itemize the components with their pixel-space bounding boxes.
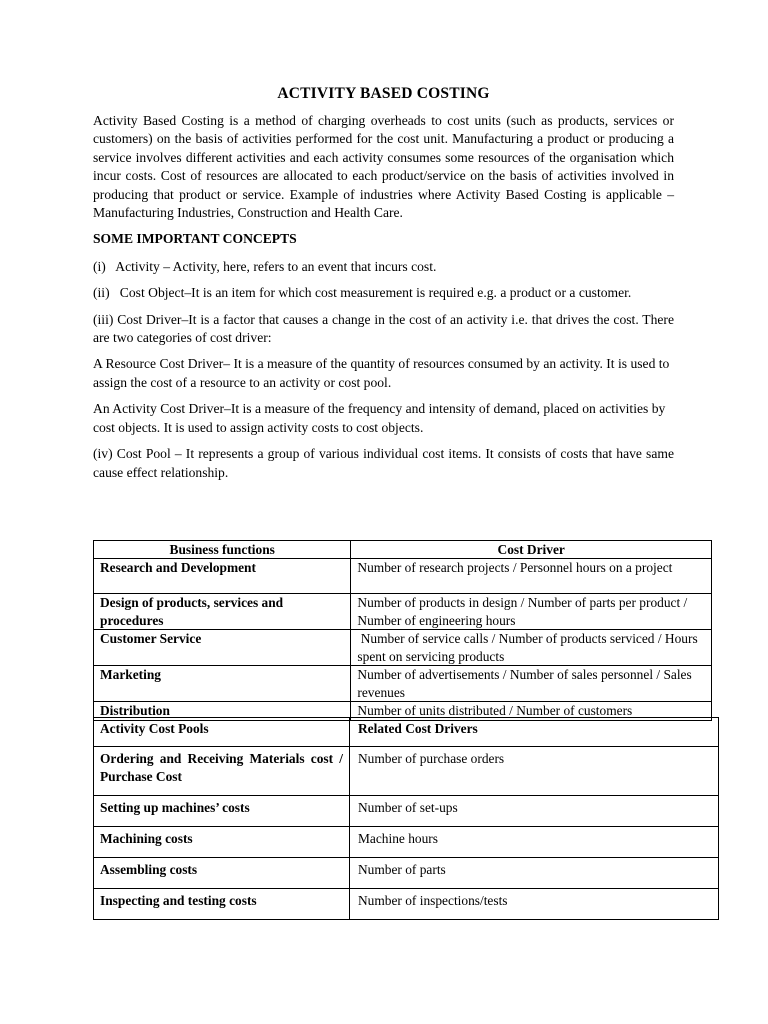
table-row [94, 889, 719, 920]
table-cell: Number of units distributed / Number of customers [351, 702, 712, 721]
concept-cost-pool: (iv) Cost Pool – It represents a group of various individual cost items. It consists of costs that have same cause effect relationship. [93, 446, 674, 480]
table-row [94, 747, 719, 796]
table-cell: Ordering and Receiving Materials cost / Purchase Cost [94, 747, 350, 796]
table-row [94, 630, 712, 666]
concept-cost-driver: (iii) Cost Driver–It is a factor that causes a change in the cost of an activity i.e. that drives the cost. There are two categories of cost driver: [93, 311, 674, 346]
table-cell: Assembling costs [94, 858, 350, 889]
table-row [94, 666, 712, 702]
table-row [94, 827, 719, 858]
concept-cost-object: (ii) Cost Object–It is an item for which cost measurement is required e.g. a product or a customer. [93, 285, 632, 301]
concept-activity: (i) Activity – Activity, here, refers to an event that incurs cost. [93, 258, 437, 274]
column-header: Cost Driver [351, 541, 712, 559]
table-cell: Machining costs [94, 827, 350, 858]
table-cell: Number of set-ups [350, 796, 719, 827]
table-cell: Design of products, services and procedures [94, 594, 351, 630]
column-header: Activity Cost Pools [94, 718, 350, 747]
table-cell: Research and Development [94, 559, 351, 594]
document-title: ACTIVITY BASED COSTING [277, 85, 490, 102]
table-cell: Inspecting and testing costs [94, 889, 350, 920]
table-row [94, 594, 712, 630]
column-header: Business functions [94, 541, 351, 559]
concept-activity-cost-driver: An Activity Cost Driver–It is a measure of the frequency and intensity of demand, placed on activities by cost objects. It is used to assign activity costs to cost objects. [93, 401, 666, 435]
intro-paragraph: Activity Based Costing is a method of charging overheads to cost units (such as products, services or customers) on the basis of activities performed for the cost unit. Manufacturing a product or producing a service involves different activities and each activity consumes some resources of the organisation which incur costs. Cost of resources are allocated to each product/service on the basis of activities involved in producing that product or service. Example of industries where Activity Based Costing is applicable – Manufacturing Industries, Construction and Health Care. [93, 113, 674, 221]
table-row [94, 796, 719, 827]
table-row [94, 858, 719, 889]
table-cell: Machine hours [350, 827, 719, 858]
table-header-row [94, 541, 712, 559]
table-cell: Number of service calls / Number of products serviced / Hours spent on servicing products [351, 630, 712, 666]
table-cell: Number of inspections/tests [350, 889, 719, 920]
table-row [94, 559, 712, 594]
column-header: Related Cost Drivers [350, 718, 719, 747]
table-cell: Number of products in design / Number of parts per product / Number of engineering hours [351, 594, 712, 630]
table-cell: Setting up machines’ costs [94, 796, 350, 827]
table-cell: Customer Service [94, 630, 351, 666]
table-header-row [94, 718, 719, 747]
document-body [93, 84, 674, 490]
table-cell: Number of research projects / Personnel hours on a project [351, 559, 712, 594]
business-functions-table [93, 540, 712, 721]
activity-cost-pools-table [93, 717, 719, 920]
table-cell: Number of parts [350, 858, 719, 889]
table-cell: Number of purchase orders [350, 747, 719, 796]
table-cell: Marketing [94, 666, 351, 702]
table-cell: Number of advertisements / Number of sales personnel / Sales revenues [351, 666, 712, 702]
concept-resource-cost-driver: A Resource Cost Driver– It is a measure of the quantity of resources consumed by an activity. It is used to assign the cost of a resource to an activity or cost pool. [93, 356, 670, 390]
concepts-heading: SOME IMPORTANT CONCEPTS [93, 231, 297, 247]
table-cell: Distribution [94, 702, 351, 721]
